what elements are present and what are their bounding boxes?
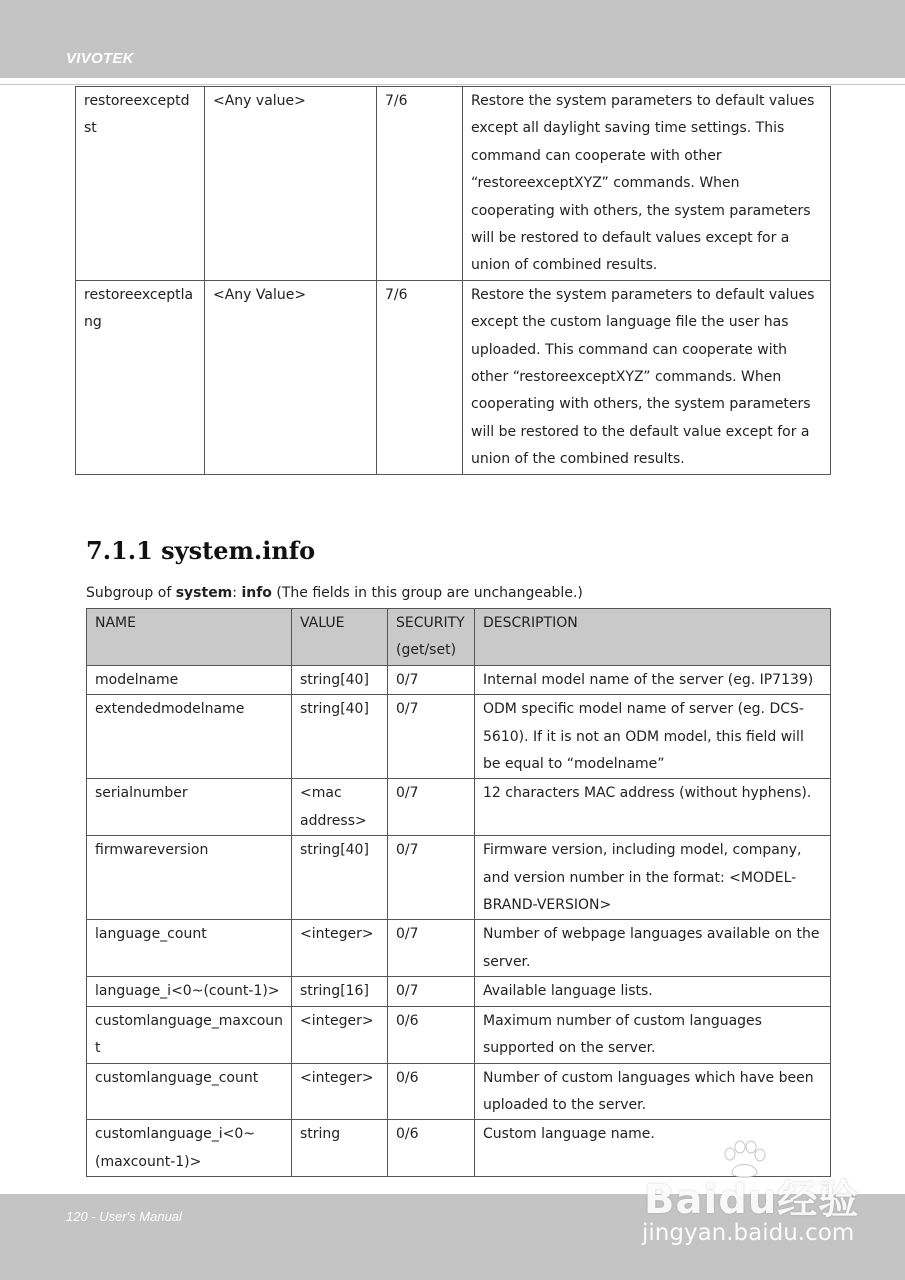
field-value: <mac address> — [292, 779, 388, 836]
field-name: extendedmodelname — [87, 695, 292, 779]
param-value: <Any Value> — [205, 280, 377, 474]
field-description: ODM specific model name of server (eg. DCS-5610). If it is not an ODM model, this field will be equal to “modelname” — [475, 695, 831, 779]
field-value: <integer> — [292, 1063, 388, 1120]
field-security: 0/7 — [388, 665, 475, 694]
param-description: Restore the system parameters to default values except all daylight saving time settings. This command can cooperate with other “restoreexceptXYZ” commands. When cooperating with others, the system parameters will be restored to default values except for a union of combined results. — [463, 87, 831, 281]
param-name: restoreexceptdst — [76, 87, 205, 281]
brand-logo: VIVOTEK — [66, 50, 134, 67]
table-row — [87, 977, 831, 1006]
table-row — [76, 280, 831, 474]
field-description: Firmware version, including model, company, and version number in the format: <MODEL-BRAND-VERSION> — [475, 836, 831, 920]
page-number: 120 - User's Manual — [66, 1209, 182, 1224]
field-value: <integer> — [292, 1006, 388, 1063]
param-security: 7/6 — [377, 280, 463, 474]
field-value: <integer> — [292, 920, 388, 977]
watermark-url: jingyan.baidu.com — [642, 1220, 855, 1246]
field-value: string — [292, 1120, 388, 1177]
param-value: <Any value> — [205, 87, 377, 281]
system-info-table — [86, 608, 831, 1177]
header-divider — [0, 84, 905, 85]
column-header-name: NAME — [87, 609, 292, 666]
field-name: language_count — [87, 920, 292, 977]
field-security: 0/7 — [388, 836, 475, 920]
subgroup-name: info — [241, 585, 272, 601]
field-security: 0/7 — [388, 977, 475, 1006]
param-security: 7/6 — [377, 87, 463, 281]
table-row — [87, 665, 831, 694]
field-description: Number of webpage languages available on the server. — [475, 920, 831, 977]
field-security: 0/7 — [388, 779, 475, 836]
field-description: Internal model name of the server (eg. IP7139) — [475, 665, 831, 694]
column-header-security: SECURITY (get/set) — [388, 609, 475, 666]
watermark — [640, 1140, 865, 1250]
field-name: customlanguage_i<0~(maxcount-1)> — [87, 1120, 292, 1177]
field-description: 12 characters MAC address (without hyphens). — [475, 779, 831, 836]
watermark-logo: Baidu经验 — [644, 1177, 860, 1223]
subgroup-description — [86, 585, 583, 601]
field-description: Custom language name. — [475, 1120, 831, 1177]
field-value: string[40] — [292, 836, 388, 920]
column-header-description: DESCRIPTION — [475, 609, 831, 666]
field-value: string[40] — [292, 695, 388, 779]
subgroup-prefix: Subgroup of — [86, 585, 176, 601]
restore-parameters-table — [75, 86, 831, 475]
field-name: customlanguage_maxcount — [87, 1006, 292, 1063]
field-name: language_i<0~(count-1)> — [87, 977, 292, 1006]
field-name: serialnumber — [87, 779, 292, 836]
subgroup-separator: : — [232, 585, 242, 601]
table-row — [87, 920, 831, 977]
table-row — [87, 779, 831, 836]
field-name: firmwareversion — [87, 836, 292, 920]
param-name: restoreexceptlang — [76, 280, 205, 474]
table-header-row — [87, 609, 831, 666]
field-name: customlanguage_count — [87, 1063, 292, 1120]
table-row — [76, 87, 831, 281]
field-security: 0/6 — [388, 1120, 475, 1177]
field-value: string[16] — [292, 977, 388, 1006]
field-description: Available language lists. — [475, 977, 831, 1006]
section-title: 7.1.1 system.info — [86, 536, 316, 565]
field-name: modelname — [87, 665, 292, 694]
field-security: 0/7 — [388, 920, 475, 977]
table-row — [87, 836, 831, 920]
field-value: string[40] — [292, 665, 388, 694]
field-description: Number of custom languages which have been uploaded to the server. — [475, 1063, 831, 1120]
subgroup-note: (The fields in this group are unchangeable.) — [271, 585, 583, 601]
subgroup-group: system — [175, 585, 233, 601]
table-row — [87, 1063, 831, 1120]
field-security: 0/6 — [388, 1006, 475, 1063]
field-description: Maximum number of custom languages supported on the server. — [475, 1006, 831, 1063]
table-row — [87, 695, 831, 779]
param-description: Restore the system parameters to default values except the custom language file the user has uploaded. This command can cooperate with other “restoreexceptXYZ” commands. When cooperating with others, the system parameters will be restored to the default value except for a union of the combined results. — [463, 280, 831, 474]
table-row — [87, 1006, 831, 1063]
page-header — [0, 0, 905, 78]
field-security: 0/7 — [388, 695, 475, 779]
column-header-value: VALUE — [292, 609, 388, 666]
field-security: 0/6 — [388, 1063, 475, 1120]
